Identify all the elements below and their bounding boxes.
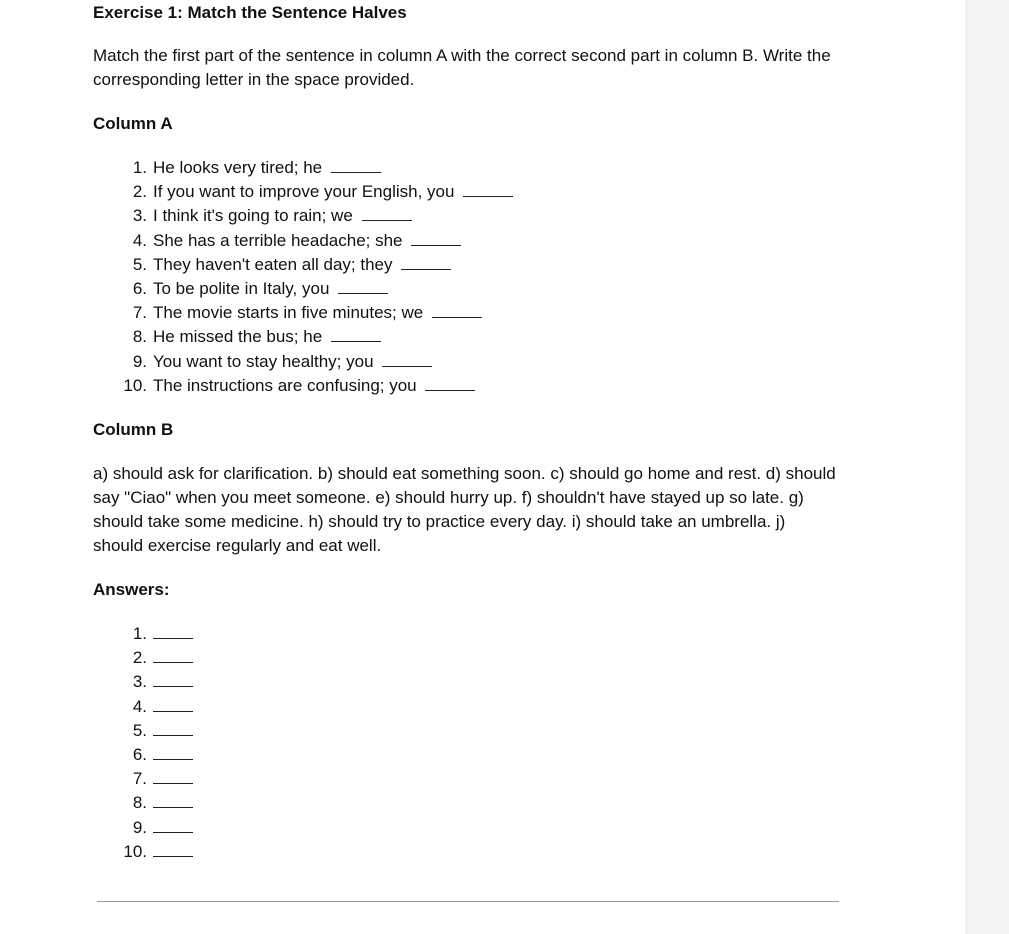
item-text: They haven't eaten all day; they [153, 254, 393, 274]
answer-item [93, 719, 853, 743]
answer-number: 6. [132, 745, 147, 765]
column-a-item [93, 253, 853, 277]
answer-number: 3. [132, 672, 147, 692]
item-text: The instructions are confusing; you [153, 375, 417, 395]
answer-blank[interactable] [401, 253, 451, 270]
column-a-item [93, 180, 853, 204]
exercise-instructions: Match the first part of the sentence in column A with the correct second part in column B. Write the corresponding letter in the space provided. [93, 46, 831, 89]
answer-item [93, 695, 853, 719]
answer-blank[interactable] [153, 646, 193, 663]
answer-blank[interactable] [153, 670, 193, 687]
answer-number: 7. [132, 769, 147, 789]
item-text: You want to stay healthy; you [153, 351, 374, 371]
item-number: 1. [132, 158, 147, 177]
answer-item [93, 767, 853, 791]
column-a-item [93, 156, 853, 180]
answer-blank[interactable] [153, 695, 193, 712]
answer-item [93, 840, 853, 864]
answer-number: 5. [132, 720, 147, 740]
answer-blank[interactable] [153, 743, 193, 760]
answer-blank[interactable] [153, 791, 193, 808]
item-number: 6. [132, 279, 147, 299]
item-number: 8. [132, 327, 147, 347]
column-a-item [93, 301, 853, 325]
column-b-text: a) should ask for clarification. b) should eat something soon. c) should go home and rest. d) should say "Ciao" when you meet someone. e) should hurry up. f) shouldn't have stayed up so late. g) should take some medicine. h) should try to practice every day. i) should take an umbrella. j) should exercise regularly and eat well. [93, 464, 836, 556]
answer-item [93, 816, 853, 840]
column-a-item [93, 350, 853, 374]
item-number: 4. [132, 230, 147, 250]
column-a-item [93, 277, 853, 301]
item-number: 2. [132, 182, 147, 202]
answer-blank[interactable] [411, 229, 461, 246]
item-text: She has a terrible headache; she [153, 230, 403, 250]
column-a-item [93, 204, 853, 228]
answers-list [93, 622, 853, 864]
exercise-title: Exercise 1: Match the Sentence Halves [93, 3, 407, 22]
answer-blank[interactable] [153, 719, 193, 736]
answer-number: 8. [132, 793, 147, 813]
item-number: 3. [132, 206, 147, 226]
answer-blank[interactable] [153, 816, 193, 833]
answer-blank[interactable] [153, 767, 193, 784]
answer-item [93, 791, 853, 815]
answer-blank[interactable] [362, 204, 412, 221]
item-number: 9. [132, 351, 147, 371]
document-content [93, 0, 853, 864]
horizontal-rule [97, 901, 839, 902]
item-text: If you want to improve your English, you [153, 182, 455, 202]
item-number: 10. [123, 375, 147, 395]
column-a-item [93, 374, 853, 398]
answer-item [93, 622, 853, 646]
column-a-item [93, 229, 853, 253]
answer-number: 4. [132, 696, 147, 716]
item-text: To be polite in Italy, you [153, 279, 330, 299]
column-b-heading: Column B [93, 420, 174, 440]
answer-blank[interactable] [153, 840, 193, 857]
answer-blank[interactable] [432, 301, 482, 318]
side-panel [965, 0, 1009, 934]
item-text: He looks very tired; he [153, 158, 323, 177]
answer-blank[interactable] [425, 374, 475, 391]
answer-blank[interactable] [331, 156, 381, 173]
answers-heading: Answers: [93, 580, 170, 600]
item-text: He missed the bus; he [153, 327, 323, 347]
answer-number: 1. [132, 624, 147, 644]
item-text: The movie starts in five minutes; we [153, 303, 424, 323]
answer-blank[interactable] [382, 350, 432, 367]
answer-number: 10. [123, 841, 147, 861]
column-a-heading: Column A [93, 114, 173, 133]
answer-blank[interactable] [338, 277, 388, 294]
answer-item [93, 670, 853, 694]
column-a-list [93, 156, 853, 398]
item-number: 7. [132, 303, 147, 323]
answer-item [93, 743, 853, 767]
answer-number: 9. [132, 817, 147, 837]
answer-item [93, 646, 853, 670]
answer-blank[interactable] [463, 180, 513, 197]
answer-blank[interactable] [331, 325, 381, 342]
item-text: I think it's going to rain; we [153, 206, 353, 226]
item-number: 5. [132, 254, 147, 274]
answer-number: 2. [132, 648, 147, 668]
answer-blank[interactable] [153, 622, 193, 639]
column-a-item [93, 325, 853, 349]
